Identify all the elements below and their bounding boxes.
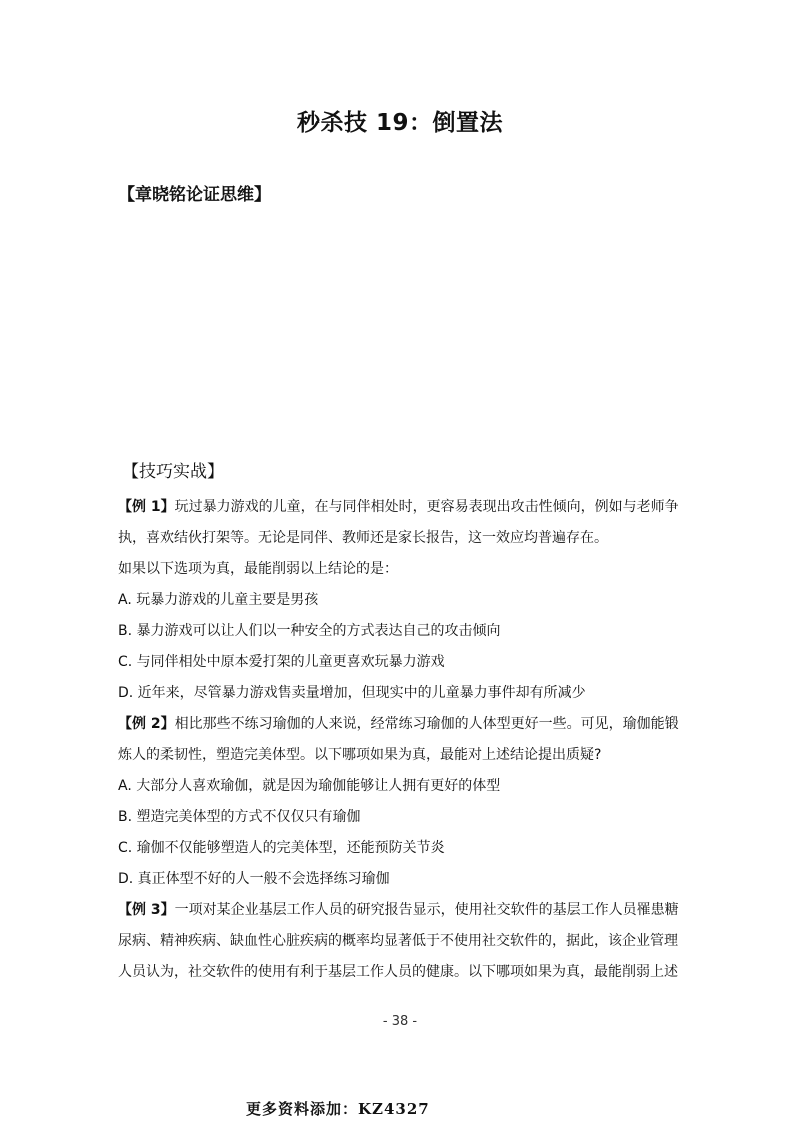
example-2-stem-text: 相比那些不练习瑜伽的人来说，经常练习瑜伽的人体型更好一些。可见，瑜伽能锻 — [174, 716, 679, 732]
example-2-stem-line-1 — [118, 709, 684, 740]
page-title: 秒杀技 19：倒置法 — [296, 110, 503, 136]
example-2-tag: 【例 2】 — [118, 716, 175, 732]
example-1-option-c: C. 与同伴相处中原本爱打架的儿童更喜欢玩暴力游戏 — [118, 654, 445, 670]
example-1-option-d: D. 近年来，尽管暴力游戏售卖量增加，但现实中的儿童暴力事件却有所减少 — [118, 685, 586, 701]
example-1-question: 如果以下选项为真，最能削弱以上结论的是： — [118, 561, 398, 577]
example-2-stem-line-2: 炼人的柔韧性，塑造完美体型。以下哪项如果为真，最能对上述结论提出质疑? — [118, 747, 602, 763]
example-1-option-b: B. 暴力游戏可以让人们以一种安全的方式表达自己的攻击倾向 — [118, 623, 501, 639]
example-2-option-d: D. 真正体型不好的人一般不会选择练习瑜伽 — [118, 871, 390, 887]
example-3-stem-line-1 — [118, 895, 684, 926]
example-1-stem-text: 玩过暴力游戏的儿童，在与同伴相处时，更容易表现出攻击性倾向，例如与老师争 — [174, 499, 679, 515]
example-1-tag: 【例 1】 — [118, 499, 175, 515]
example-1-stem-line-1 — [118, 492, 684, 523]
example-1-option-a: A. 玩暴力游戏的儿童主要是男孩 — [118, 592, 319, 608]
document-body — [118, 492, 684, 988]
example-2-option-b: B. 塑造完美体型的方式不仅仅只有瑜伽 — [118, 809, 361, 825]
example-2-option-c: C. 瑜伽不仅能够塑造人的完美体型，还能预防关节炎 — [118, 840, 445, 856]
example-3-stem-line-2: 尿病、精神疾病、缺血性心脏疾病的概率均显著低于不使用社交软件的，据此，该企业管理 — [118, 933, 678, 949]
page-number: - 38 - — [382, 1014, 418, 1029]
example-3-stem-text: 一项对某企业基层工作人员的研究报告显示，使用社交软件的基层工作人员罹患糖 — [174, 902, 679, 918]
example-2-option-a: A. 大部分人喜欢瑜伽，就是因为瑜伽能够让人拥有更好的体型 — [118, 778, 501, 794]
example-3-stem-line-3: 人员认为，社交软件的使用有利于基层工作人员的健康。以下哪项如果为真，最能削弱上述 — [118, 964, 678, 980]
promo-footer: 更多资料添加：KZ4327 — [246, 1100, 430, 1118]
skill-practice-heading: 【技巧实战】 — [122, 462, 224, 482]
example-3-tag: 【例 3】 — [118, 902, 175, 918]
chapter-heading: 【章晓铭论证思维】 — [118, 185, 271, 205]
example-1-stem-line-2: 执，喜欢结伙打架等。无论是同伴、教师还是家长报告，这一效应均普遍存在。 — [118, 530, 608, 546]
